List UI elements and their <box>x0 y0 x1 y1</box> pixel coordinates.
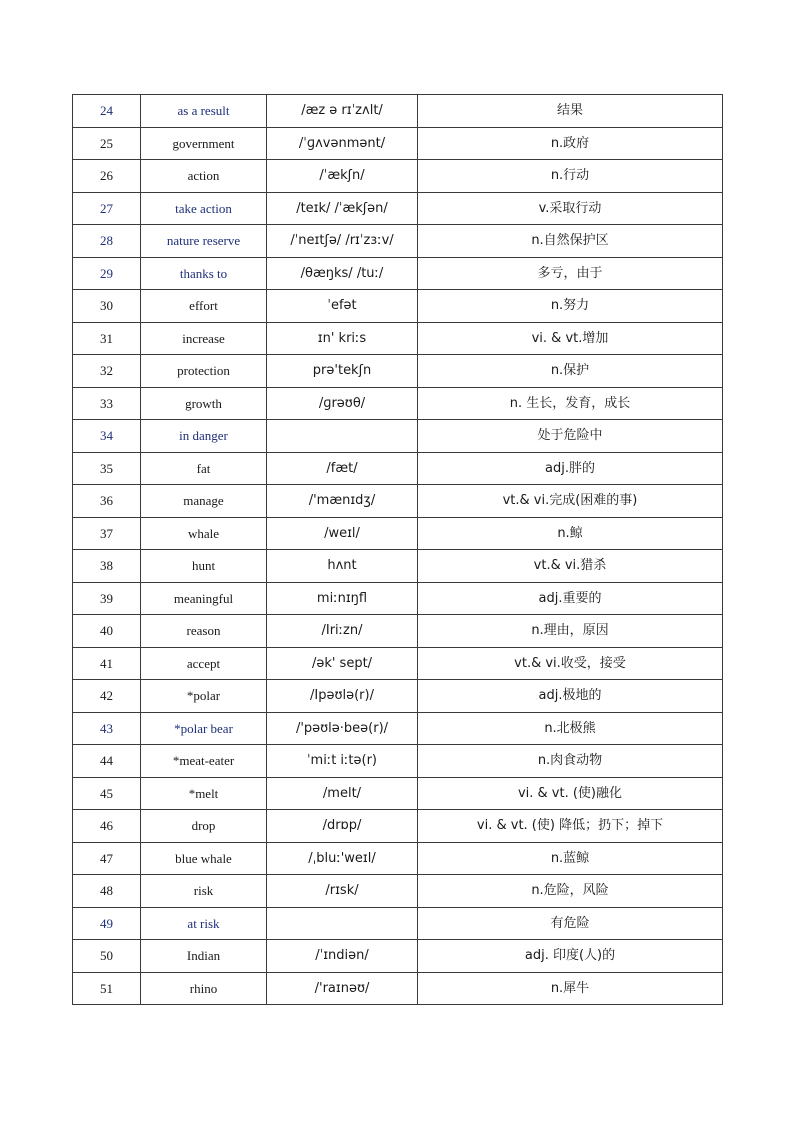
meaning-cell: n. 生长，发育，成长 <box>418 387 723 420</box>
phonetic-cell: /'mænɪdʒ/ <box>267 485 418 518</box>
row-number-cell: 41 <box>73 647 141 680</box>
word-cell: action <box>141 160 267 193</box>
meaning-cell: adj.重要的 <box>418 582 723 615</box>
table-row <box>73 387 723 420</box>
phonetic-cell: /weɪl/ <box>267 517 418 550</box>
row-number-cell: 25 <box>73 127 141 160</box>
word-cell: effort <box>141 290 267 323</box>
phonetic-cell: /'raɪnəʊ/ <box>267 972 418 1005</box>
table-row <box>73 907 723 940</box>
table-row <box>73 355 723 388</box>
phonetic-cell <box>267 420 418 453</box>
row-number-cell: 46 <box>73 810 141 843</box>
word-cell: accept <box>141 647 267 680</box>
phonetic-cell: /rɪsk/ <box>267 875 418 908</box>
phonetic-cell: /'pəʊlə·beə(r)/ <box>267 712 418 745</box>
phonetic-cell: /teɪk/ /ˈækʃən/ <box>267 192 418 225</box>
row-number-cell: 38 <box>73 550 141 583</box>
word-cell: *melt <box>141 777 267 810</box>
row-number-cell: 51 <box>73 972 141 1005</box>
meaning-cell: n.北极熊 <box>418 712 723 745</box>
row-number-cell: 27 <box>73 192 141 225</box>
word-cell: meaningful <box>141 582 267 615</box>
phonetic-cell <box>267 907 418 940</box>
phonetic-cell: /fæt/ <box>267 452 418 485</box>
meaning-cell: n.危险，风险 <box>418 875 723 908</box>
row-number-cell: 39 <box>73 582 141 615</box>
row-number-cell: 29 <box>73 257 141 290</box>
phonetic-cell: /ˈækʃn/ <box>267 160 418 193</box>
table-row <box>73 745 723 778</box>
table-row <box>73 680 723 713</box>
word-cell: as a result <box>141 95 267 128</box>
table-row <box>73 875 723 908</box>
meaning-cell: 多亏，由于 <box>418 257 723 290</box>
word-cell: fat <box>141 452 267 485</box>
meaning-cell: n.行动 <box>418 160 723 193</box>
meaning-cell: n.鲸 <box>418 517 723 550</box>
table-row <box>73 322 723 355</box>
row-number-cell: 34 <box>73 420 141 453</box>
meaning-cell: n.犀牛 <box>418 972 723 1005</box>
word-cell: manage <box>141 485 267 518</box>
table-row <box>73 127 723 160</box>
table-row <box>73 550 723 583</box>
word-cell: nature reserve <box>141 225 267 258</box>
word-cell: thanks to <box>141 257 267 290</box>
row-number-cell: 42 <box>73 680 141 713</box>
table-row <box>73 810 723 843</box>
phonetic-cell: ˈmiːt iːtə(r) <box>267 745 418 778</box>
meaning-cell: n.保护 <box>418 355 723 388</box>
meaning-cell: adj.极地的 <box>418 680 723 713</box>
row-number-cell: 50 <box>73 940 141 973</box>
row-number-cell: 45 <box>73 777 141 810</box>
phonetic-cell: ɪn' kriːs <box>267 322 418 355</box>
table-row <box>73 582 723 615</box>
word-cell: rhino <box>141 972 267 1005</box>
row-number-cell: 43 <box>73 712 141 745</box>
word-cell: drop <box>141 810 267 843</box>
word-cell: hunt <box>141 550 267 583</box>
row-number-cell: 31 <box>73 322 141 355</box>
phonetic-cell: /ˈneɪtʃə/ /rɪˈzɜːv/ <box>267 225 418 258</box>
word-cell: Indian <box>141 940 267 973</box>
phonetic-cell: /Iriːzn/ <box>267 615 418 648</box>
row-number-cell: 48 <box>73 875 141 908</box>
word-cell: *meat-eater <box>141 745 267 778</box>
phonetic-cell: hʌnt <box>267 550 418 583</box>
word-cell: whale <box>141 517 267 550</box>
meaning-cell: n.自然保护区 <box>418 225 723 258</box>
meaning-cell: n.政府 <box>418 127 723 160</box>
meaning-cell: vt.& vi.猎杀 <box>418 550 723 583</box>
table-row <box>73 420 723 453</box>
table-row <box>73 777 723 810</box>
row-number-cell: 49 <box>73 907 141 940</box>
row-number-cell: 37 <box>73 517 141 550</box>
row-number-cell: 28 <box>73 225 141 258</box>
meaning-cell: v.采取行动 <box>418 192 723 225</box>
phonetic-cell: /drɒp/ <box>267 810 418 843</box>
phonetic-cell: /ˈɡʌvənmənt/ <box>267 127 418 160</box>
meaning-cell: n.努力 <box>418 290 723 323</box>
meaning-cell: adj. 印度(人)的 <box>418 940 723 973</box>
word-cell: growth <box>141 387 267 420</box>
table-row <box>73 452 723 485</box>
meaning-cell: 结果 <box>418 95 723 128</box>
meaning-cell: adj.胖的 <box>418 452 723 485</box>
vocabulary-table-body <box>73 95 723 1005</box>
row-number-cell: 35 <box>73 452 141 485</box>
vocabulary-table <box>72 94 723 1005</box>
table-row <box>73 647 723 680</box>
word-cell: in danger <box>141 420 267 453</box>
meaning-cell: vt.& vi.完成(困难的事) <box>418 485 723 518</box>
table-row <box>73 192 723 225</box>
row-number-cell: 33 <box>73 387 141 420</box>
meaning-cell: n.蓝鲸 <box>418 842 723 875</box>
table-row <box>73 225 723 258</box>
phonetic-cell: /ˈɪndiən/ <box>267 940 418 973</box>
meaning-cell: vi. & vt.增加 <box>418 322 723 355</box>
table-row <box>73 842 723 875</box>
meaning-cell: vi. & vt. (使) 降低；扔下；掉下 <box>418 810 723 843</box>
phonetic-cell: /ˌbluː'weɪl/ <box>267 842 418 875</box>
phonetic-cell: /Ipəʊlə(r)/ <box>267 680 418 713</box>
word-cell: *polar <box>141 680 267 713</box>
phonetic-cell: prə'tekʃn <box>267 355 418 388</box>
table-row <box>73 517 723 550</box>
meaning-cell: vi. & vt. (使)融化 <box>418 777 723 810</box>
row-number-cell: 24 <box>73 95 141 128</box>
meaning-cell: 处于危险中 <box>418 420 723 453</box>
meaning-cell: n.理由，原因 <box>418 615 723 648</box>
word-cell: take action <box>141 192 267 225</box>
meaning-cell: 有危险 <box>418 907 723 940</box>
table-row <box>73 712 723 745</box>
word-cell: blue whale <box>141 842 267 875</box>
table-row <box>73 160 723 193</box>
row-number-cell: 44 <box>73 745 141 778</box>
table-row <box>73 972 723 1005</box>
table-row <box>73 290 723 323</box>
word-cell: risk <box>141 875 267 908</box>
word-cell: increase <box>141 322 267 355</box>
word-cell: *polar bear <box>141 712 267 745</box>
table-row <box>73 615 723 648</box>
meaning-cell: vt.& vi.收受，接受 <box>418 647 723 680</box>
table-row <box>73 257 723 290</box>
phonetic-cell: /ək' sept/ <box>267 647 418 680</box>
phonetic-cell: /θæŋks/ /tuː/ <box>267 257 418 290</box>
phonetic-cell: /melt/ <box>267 777 418 810</box>
table-row <box>73 95 723 128</box>
word-cell: reason <box>141 615 267 648</box>
row-number-cell: 26 <box>73 160 141 193</box>
table-row <box>73 485 723 518</box>
phonetic-cell: /ɡrəʊθ/ <box>267 387 418 420</box>
table-row <box>73 940 723 973</box>
row-number-cell: 30 <box>73 290 141 323</box>
word-cell: government <box>141 127 267 160</box>
word-cell: at risk <box>141 907 267 940</box>
row-number-cell: 40 <box>73 615 141 648</box>
phonetic-cell: /æz ə rɪˈzʌlt/ <box>267 95 418 128</box>
phonetic-cell: ˈefət <box>267 290 418 323</box>
row-number-cell: 36 <box>73 485 141 518</box>
row-number-cell: 47 <box>73 842 141 875</box>
meaning-cell: n.肉食动物 <box>418 745 723 778</box>
row-number-cell: 32 <box>73 355 141 388</box>
word-cell: protection <box>141 355 267 388</box>
phonetic-cell: miːnɪŋfl <box>267 582 418 615</box>
